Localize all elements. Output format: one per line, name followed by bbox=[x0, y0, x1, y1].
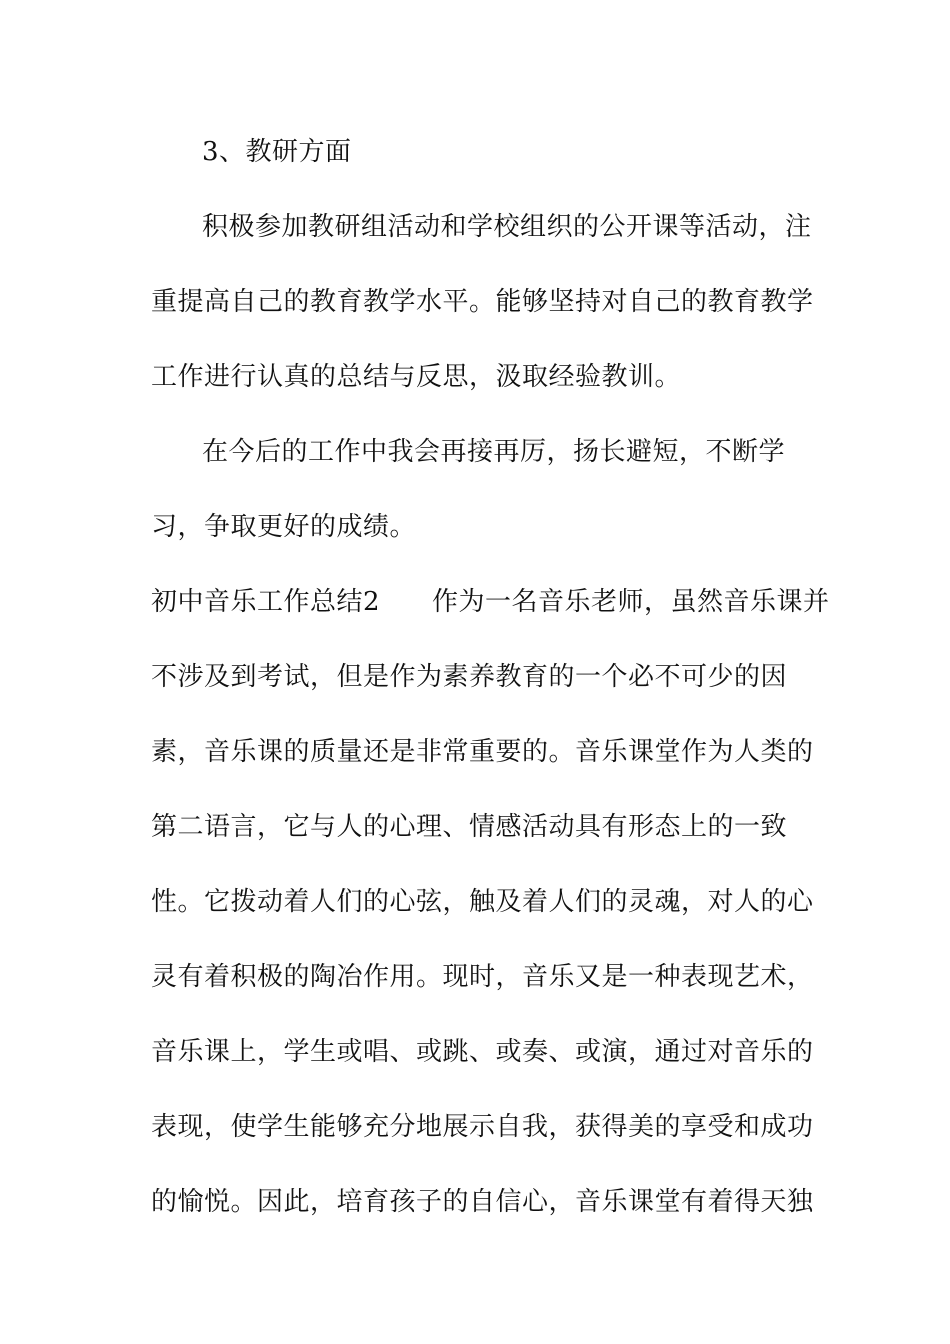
paragraph-line: 不涉及到考试，但是作为素养教育的一个必不可少的因 bbox=[151, 662, 788, 692]
paragraph-line: 重提高自己的教育教学水平。能够坚持对自己的教育教学 bbox=[151, 287, 814, 317]
paragraph-line: 积极参加教研组活动和学校组织的公开课等活动，注 bbox=[202, 212, 812, 242]
paragraph-line: 灵有着积极的陶冶作用。现时，音乐又是一种表现艺术， bbox=[151, 962, 814, 992]
paragraph-line: 习，争取更好的成绩。 bbox=[151, 512, 417, 542]
paragraph-line: 素，音乐课的质量还是非常重要的。音乐课堂作为人类的 bbox=[151, 737, 814, 767]
paragraph-line: 表现，使学生能够充分地展示自我，获得美的享受和成功 bbox=[151, 1112, 814, 1142]
title-line bbox=[151, 586, 830, 618]
paragraph-line: 在今后的工作中我会再接再厉，扬长避短，不断学 bbox=[202, 437, 786, 467]
paragraph-line: 性。它拨动着人们的心弦，触及着人们的灵魂，对人的心 bbox=[151, 887, 814, 917]
paragraph-text: 作为一名音乐老师，虽然音乐课并 bbox=[432, 587, 830, 617]
section-title: 初中音乐工作总结2 bbox=[151, 587, 381, 617]
section-heading: 3、教研方面 bbox=[202, 137, 352, 167]
paragraph-line: 的愉悦。因此，培育孩子的自信心，音乐课堂有着得天独 bbox=[151, 1187, 814, 1217]
paragraph-line: 第二语言，它与人的心理、情感活动具有形态上的一致 bbox=[151, 812, 788, 842]
paragraph-line: 音乐课上，学生或唱、或跳、或奏、或演，通过对音乐的 bbox=[151, 1037, 814, 1067]
paragraph-line: 工作进行认真的总结与反思，汲取经验教训。 bbox=[151, 362, 682, 392]
